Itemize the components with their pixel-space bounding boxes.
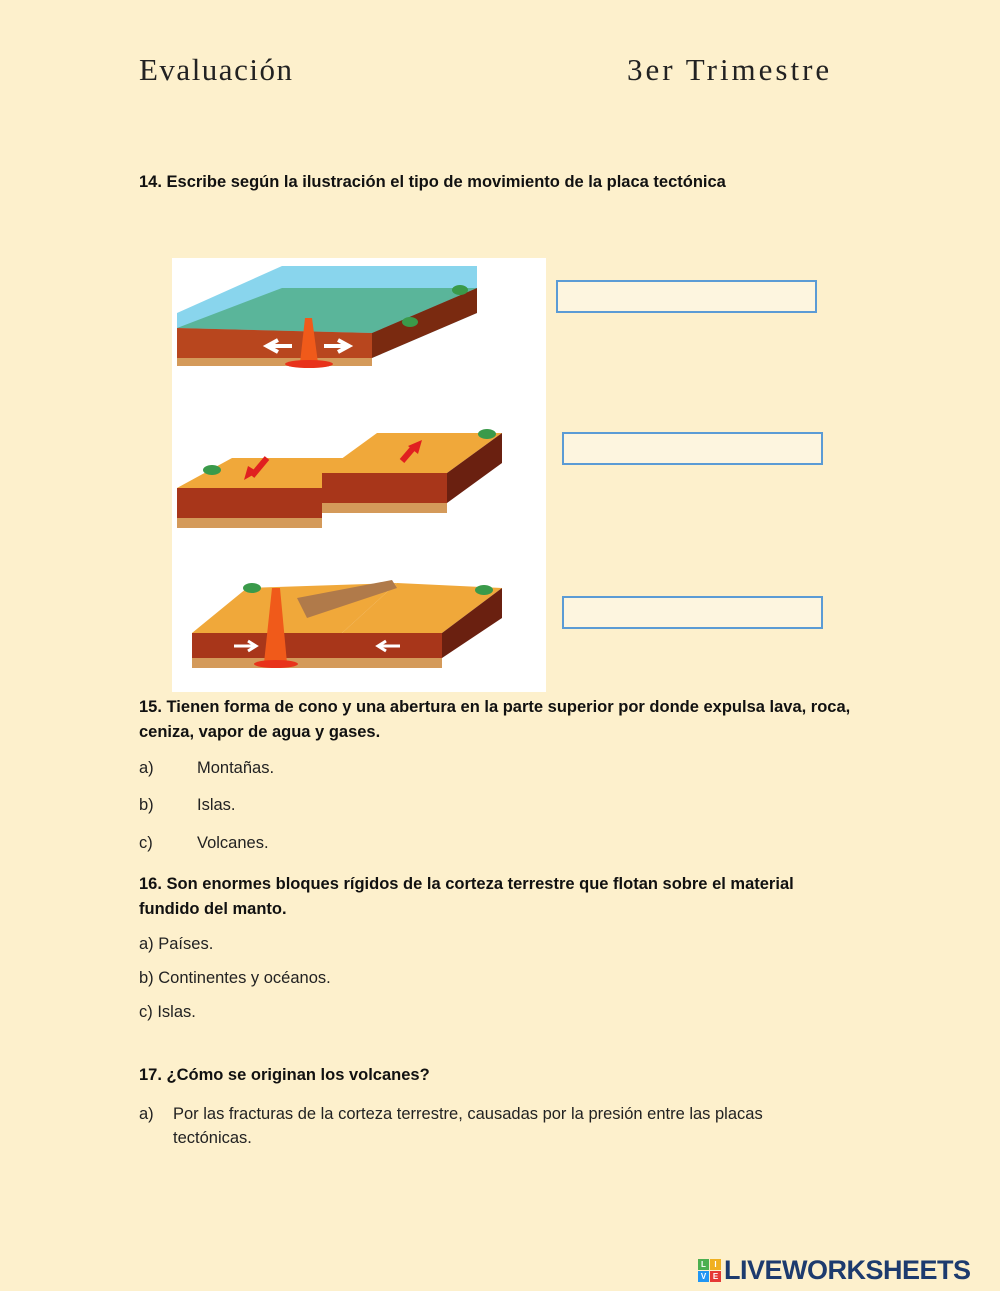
answer-input-convergent[interactable]	[562, 596, 823, 629]
option-text: Por las fracturas de la corteza terrestre, causadas por la presión entre las placas tectónicas.	[173, 1105, 763, 1147]
q16-option-b[interactable]: b) Continentes y océanos.	[139, 969, 331, 987]
logo-letter: E	[710, 1271, 721, 1282]
option-text: Montañas.	[197, 759, 275, 777]
q15-option-b[interactable]	[139, 796, 236, 815]
logo-letter: V	[698, 1271, 709, 1282]
question-15: 15. Tienen forma de cono y una abertura en la parte superior por donde expulsa lava, roca, ceniza, vapor de agua y gases.	[139, 698, 851, 741]
q16-option-a[interactable]: a) Países.	[139, 935, 214, 953]
logo-text: LIVEWORKSHEETS	[724, 1255, 971, 1285]
q16-option-c[interactable]: c) Islas.	[139, 1003, 196, 1021]
logo-blocks-icon	[698, 1259, 721, 1282]
option-text: Islas.	[197, 796, 236, 814]
q15-option-a[interactable]	[139, 759, 274, 778]
question-17: 17. ¿Cómo se originan los volcanes?	[139, 1066, 430, 1084]
header-title: Evaluación	[139, 52, 294, 87]
question-14: 14. Escribe según la ilustración el tipo de movimiento de la placa tectónica	[139, 173, 726, 191]
option-letter: c)	[139, 834, 153, 852]
q15-option-c[interactable]	[139, 834, 269, 853]
option-letter: a)	[139, 1105, 154, 1123]
question-16: 16. Son enormes bloques rígidos de la corteza terrestre que flotan sobre el material fundido del manto.	[139, 875, 794, 918]
header-term: 3er Trimestre	[627, 52, 833, 87]
option-letter: b)	[139, 796, 154, 814]
logo-letter: I	[710, 1259, 721, 1270]
option-letter: a)	[139, 759, 154, 777]
answer-input-transform[interactable]	[562, 432, 823, 465]
tectonic-plates-illustration	[172, 258, 546, 692]
q17-option-a[interactable]	[139, 1102, 819, 1150]
liveworksheets-logo	[698, 1255, 971, 1286]
logo-letter: L	[698, 1259, 709, 1270]
option-text: Volcanes.	[197, 834, 269, 852]
answer-input-divergent[interactable]	[556, 280, 817, 313]
